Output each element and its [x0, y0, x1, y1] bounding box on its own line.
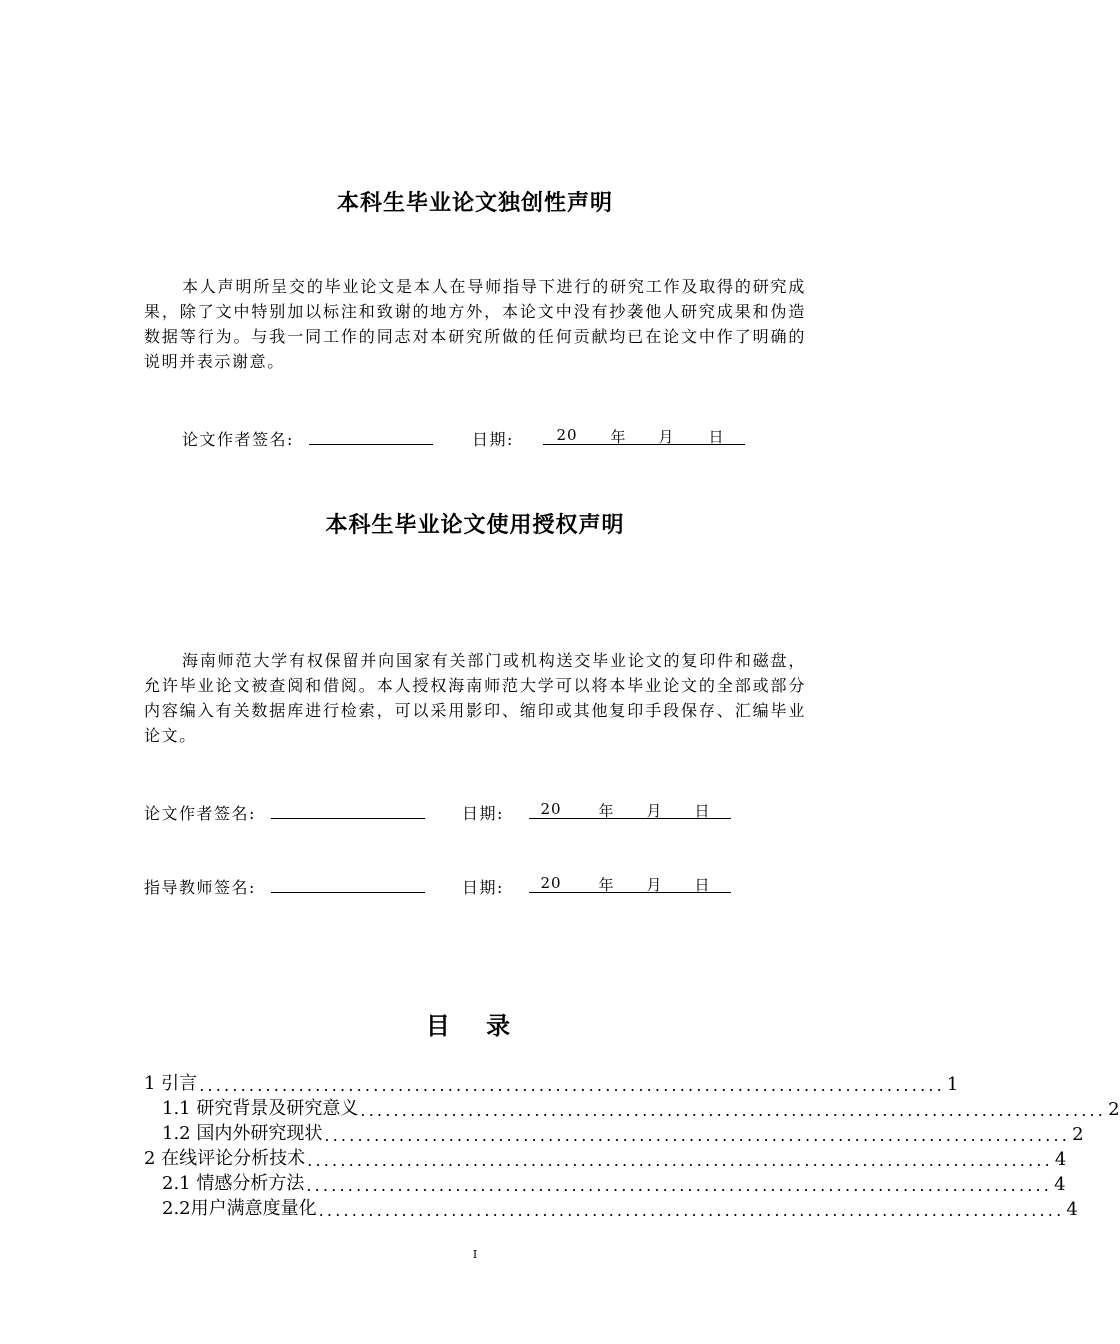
toc-leader: .......................................................................................... [199, 1076, 945, 1095]
originality-paragraph: 本人声明所呈交的毕业论文是本人在导师指导下进行的研究工作及取得的研究成果，除了文中特别加以标注和致谢的地方外，本论文中没有抄袭他人研究成果和伪造数据等行为。与我一同工作的同志对本研究所做的任何贡献均已在论文中作了明确的说明并表示谢意。 [144, 277, 806, 371]
advisor-sign-label: 指导教师签名: [144, 878, 256, 897]
date-day-char: 日 [708, 428, 725, 446]
author-sign-label: 论文作者签名: [182, 430, 294, 449]
authorization-paragraph: 海南师范大学有权保留并向国家有关部门或机构送交毕业论文的复印件和磁盘，允许毕业论文被查阅和借阅。本人授权海南师范大学可以将本毕业论文的全部或部分内容编入有关数据库进行检索，可以采用影印、缩印或其他复印手段保存、汇编毕业论文。 [144, 651, 806, 745]
authorization-body [144, 648, 806, 748]
originality-date-row [472, 426, 745, 450]
date-year-char: 年 [598, 802, 615, 820]
date-field[interactable] [529, 800, 731, 819]
toc-entry[interactable] [144, 1070, 959, 1095]
toc-entry-page: 2 [1108, 1099, 1120, 1120]
toc-entry[interactable] [144, 1145, 1067, 1170]
toc-leader: .......................................................................................... [324, 1126, 1071, 1145]
toc-entry-label: 2.1 情感分析方法 [162, 1173, 305, 1194]
page-number: I [472, 1248, 478, 1261]
authorization-advisor-date-row [462, 874, 731, 898]
toc-entry-label: 1.1 研究背景及研究意义 [162, 1098, 359, 1119]
toc-entry[interactable] [162, 1195, 1078, 1220]
originality-body [144, 274, 806, 374]
date-label: 日期: [472, 430, 514, 449]
toc-entry[interactable] [162, 1095, 1120, 1120]
date-month-char: 月 [646, 802, 663, 820]
toc-entry-label: 1.2 国内外研究现状 [162, 1123, 323, 1144]
authorization-title: 本科生毕业论文使用授权声明 [325, 513, 625, 538]
toc-entry[interactable] [162, 1170, 1066, 1195]
date-month-char: 月 [646, 876, 663, 894]
date-label: 日期: [462, 878, 504, 897]
toc-entry-page: 2 [1072, 1124, 1084, 1145]
date-label: 日期: [462, 804, 504, 823]
toc-entry-page: 4 [1054, 1174, 1066, 1195]
toc-entry-page: 1 [946, 1074, 959, 1095]
originality-signature-row [182, 426, 433, 450]
toc-title: 目 录 [425, 1012, 525, 1040]
author-sign-blank[interactable] [271, 800, 425, 819]
date-field[interactable] [543, 426, 745, 445]
toc-entry[interactable] [162, 1120, 1084, 1145]
toc-leader: .......................................................................................... [360, 1101, 1107, 1120]
authorization-author-date-row [462, 800, 731, 824]
date-field[interactable] [529, 874, 731, 893]
date-year: 20 [540, 874, 562, 892]
date-month-char: 月 [658, 428, 675, 446]
toc-leader: .......................................................................................... [318, 1201, 1065, 1220]
toc-leader: .......................................................................................... [306, 1176, 1053, 1195]
date-year-char: 年 [598, 876, 615, 894]
toc-entry-label: 2.2用户满意度量化 [162, 1198, 317, 1219]
authorization-author-row [144, 800, 425, 824]
date-day-char: 日 [694, 802, 711, 820]
toc-entry-label: 1 引言 [144, 1073, 198, 1094]
toc-entry-page: 4 [1054, 1149, 1067, 1170]
authorization-advisor-row [144, 874, 425, 898]
advisor-sign-blank[interactable] [271, 874, 425, 893]
date-year: 20 [556, 426, 578, 444]
date-year: 20 [540, 800, 562, 818]
author-sign-label: 论文作者签名: [144, 804, 256, 823]
author-sign-blank[interactable] [309, 426, 433, 445]
originality-title: 本科生毕业论文独创性声明 [336, 191, 613, 216]
toc-entry-label: 2 在线评论分析技术 [144, 1148, 306, 1169]
toc-leader: .......................................................................................... [307, 1151, 1053, 1170]
date-year-char: 年 [610, 428, 627, 446]
toc-entry-page: 4 [1066, 1199, 1078, 1220]
date-day-char: 日 [694, 876, 711, 894]
